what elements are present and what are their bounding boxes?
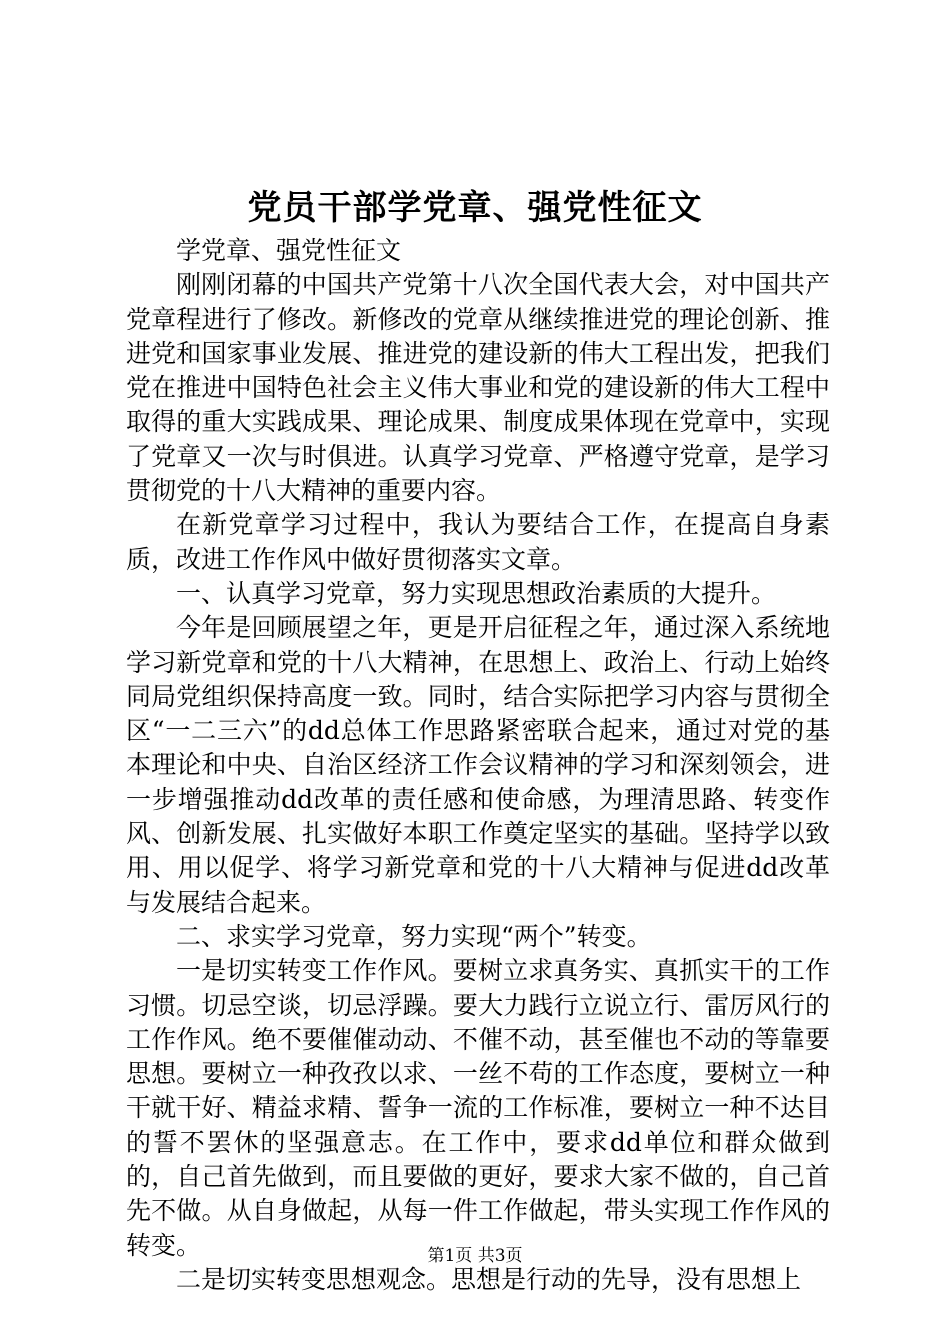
paragraph-subtitle: 学党章、强党性征文 xyxy=(176,236,402,265)
section-heading-2: 二、求实学习党章，努力实现“两个”转变。 xyxy=(176,921,652,951)
paragraph: 今年是回顾展望之年，更是开启征程之年，通过深入系统地学习新党章和党的十八大精神，在思想上、政治上、行动上始终同局党组织保持高度一致。同时，结合实际把学习内容与贯彻全区“一二三六”的dd总体工作思路紧密联合起来，通过对党的基本理论和中央、自治区经济工作会议精神的学习和深刻领会，进一步增强推动dd改革的责任感和使命感，为理清思路、转变作风、创新发展、扎实做好本职工作奠定坚实的基础。坚持学以致用、用以促学、将学习新党章和党的十八大精神与促进dd改革与发展结合起来。 xyxy=(126,613,830,917)
paragraph: 一是切实转变工作作风。要树立求真务实、真抓实干的工作习惯。切忌空谈，切忌浮躁。要大力践行立说立行、雷厉风行的工作作风。绝不要催催动动、不催不动，甚至催也不动的等靠要思想。要树立一种孜孜以求、一丝不苟的工作态度，要树立一种干就干好、精益求精、誓争一流的工作标准，要树立一种不达目的誓不罢休的坚强意志。在工作中，要求dd单位和群众做到的，自己首先做到，而且要做的更好，要求大家不做的，自己首先不做。从自身做起，从每一件工作做起，带头实现工作作风的转变。 xyxy=(126,956,830,1260)
paragraph: 二是切实转变思想观念。思想是行动的先导，没有思想上 xyxy=(176,1264,802,1294)
document-body xyxy=(126,234,830,1297)
document-title: 党员干部学党章、强党性征文 xyxy=(247,188,703,228)
paragraph: 刚刚闭幕的中国共产党第十八次全国代表大会，对中国共产党章程进行了修改。新修改的党章从继续推进党的理论创新、推进党和国家事业发展、推进党的建设新的伟大工程出发，把我们党在推进中国特色社会主义伟大事业和党的建设新的伟大工程中取得的重大实践成果、理论成果、制度成果体现在党章中，实现了党章又一次与时俱进。认真学习党章、严格遵守党章，是学习贯彻党的十八大精神的重要内容。 xyxy=(126,270,830,506)
section-heading-1: 一、认真学习党章，努力实现思想政治素质的大提升。 xyxy=(176,578,777,608)
paragraph: 在新党章学习过程中，我认为要结合工作，在提高自身素质，改进工作作风中做好贯彻落实文章。 xyxy=(126,510,830,574)
page-footer: 第1页 共3页 xyxy=(427,1246,523,1266)
